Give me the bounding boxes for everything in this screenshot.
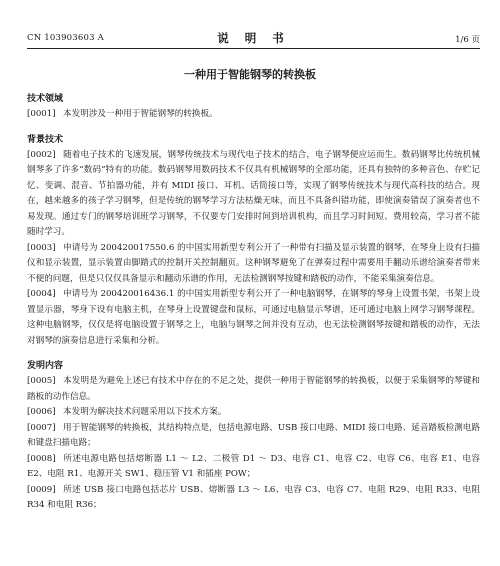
page-header — [27, 30, 480, 49]
paragraph-text: 用于智能钢琴的转换板，其结构特点是，包括电源电路、USB 接口电路、MIDI 接口电路、延音踏板检测电路和键盘扫描电路； — [27, 422, 480, 448]
section-heading: 发明内容 — [27, 361, 64, 371]
paragraph-text: 所述 USB 接口电路包括芯片 USB、熔断器 L3 ～ L6、电容 C3、电容 C7、电阻 R29、电阻 R33、电阻 R34 和电阻 R36； — [27, 484, 480, 510]
paragraph — [27, 374, 480, 405]
paragraph-number: [0001] — [27, 109, 56, 119]
paragraph-number: [0002] — [27, 149, 56, 160]
page-number: 1/6 页 — [455, 35, 480, 45]
section-background — [27, 133, 480, 350]
paragraph — [27, 452, 480, 483]
paragraph-text: 本发明涉及一种用于智能钢琴的转换板。 — [63, 109, 218, 119]
paragraph — [27, 421, 480, 452]
paragraph — [27, 405, 480, 421]
section-summary — [27, 359, 480, 514]
section-heading: 背景技术 — [27, 134, 64, 145]
paragraph — [27, 107, 480, 123]
document-title: 一种用于智能钢琴的转换板 — [184, 68, 316, 81]
paragraph-text: 随着电子技术的飞速发展，钢琴传统技术与现代电子技术的结合，电子钢琴便应运而生。数码钢琴比传统机械钢琴多了许多“数码”特有的功能。数码钢琴用数码技术不仅具有机械钢琴的全部功能，还具有独特的多种音色、存贮记忆、变调、混音、节拍器功能，并有 MIDI 接口、耳机、话筒接口等，实现了钢琴传统技术与现代高科技的结合。现在，越来越多的孩子学习钢琴，但是传统的钢琴学习方法枯燥无味，而且不具备纠错功能，即使演奏错误了演奏者也不易发现。通过专门的钢琴培训班学习钢琴，不仅要专门安排时间到培训机构，而且学习时间短、费用较高，学习者不能随时学习。 — [27, 149, 480, 237]
paragraph-number: [0005] — [27, 376, 56, 386]
document-type: 说 明 书 — [217, 31, 290, 45]
paragraph — [27, 287, 480, 349]
paragraph-text: 本发明为解决技术问题采用以下技术方案。 — [63, 407, 227, 417]
patent-number: CN 103903603 A — [27, 33, 104, 43]
section-heading: 技术领域 — [27, 94, 64, 104]
document-body — [27, 92, 480, 514]
section-technical-field — [27, 92, 480, 123]
paragraph — [27, 241, 480, 288]
paragraph-number: [0009] — [27, 484, 56, 495]
paragraph-number: [0007] — [27, 422, 56, 433]
paragraph-text: 申请号为 200420017550.6 的中国实用新型专利公开了一种带有扫描及显示装置的钢琴，在琴身上设有扫描仪和显示装置，显示装置由脚踏式的控制开关控制翻页。这种钢琴避免了在弹奏过程中需要用手翻动乐谱给演奏者带来不便的问题，但是只仅仅具备显示和翻动乐谱的作用，无法检测钢琴按键和踏板的动作，不能采集演奏信息。 — [27, 242, 480, 284]
paragraph-text: 所述电源电路包括熔断器 L1 ～ L2、二极管 D1 ～ D3、电容 C1、电容 C2、电容 C6、电容 E1、电容 E2、电阻 R1、电源开关 SW1、稳压管 V1 和插座 POW； — [27, 453, 480, 479]
paragraph-number: [0008] — [27, 453, 56, 464]
paragraph-number: [0003] — [27, 242, 56, 253]
paragraph-number: [0006] — [27, 407, 56, 417]
paragraph-text: 本发明是为避免上述已有技术中存在的不足之处，提供一种用于智能钢琴的转换板，以便于采集钢琴的琴键和踏板的动作信息。 — [27, 376, 480, 402]
paragraph-text: 申请号为 200420016436.1 的中国实用新型专利公开了一种电脑钢琴，在钢琴的琴身上设置书架，书架上设置显示器，琴身下设有电脑主机，在琴身上设置键盘和鼠标，可通过电脑显示琴谱，还可通过电脑上网学习钢琴课程。这种电脑钢琴，仅仅是将电脑设置于钢琴之上，电脑与钢琴之间并没有互动，也无法检测钢琴按键和踏板的动作，无法对钢琴的演奏信息进行采集和分析。 — [27, 289, 480, 346]
paragraph — [27, 483, 480, 514]
paragraph — [27, 148, 480, 241]
paragraph-number: [0004] — [27, 289, 56, 299]
